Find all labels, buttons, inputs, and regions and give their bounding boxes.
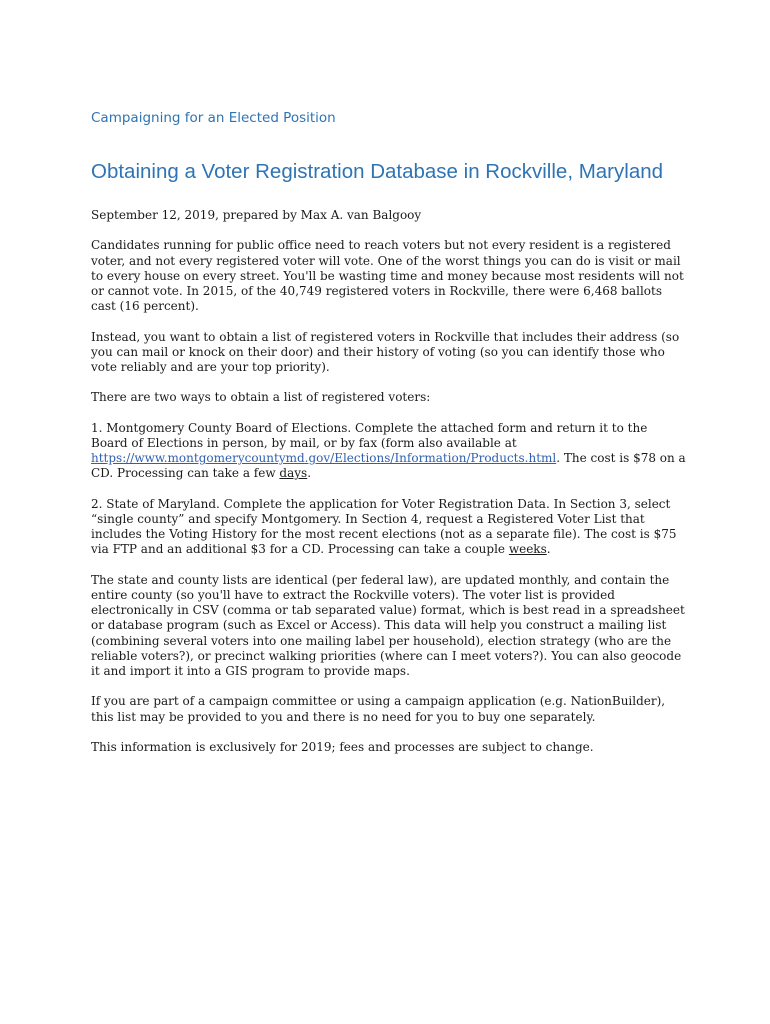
list-item-county (91, 421, 686, 482)
list-item-county-text: 1. Montgomery County Board of Elections. Complete the attached form and return it to the Board of Elections in person, by mail, or by fax (form also available at (91, 420, 648, 450)
paragraph-instead: Instead, you want to obtain a list of registered voters in Rockville that includes their address (so you can mail or knock on their door) and their history of voting (so you can identify those who vote reliably and are your top priority). (91, 329, 680, 374)
weeks-underlined: weeks (508, 542, 547, 557)
list-item-state (91, 497, 686, 558)
document-body (91, 208, 686, 770)
paragraph-lists: The state and county lists are identical (per federal law), are updated monthly, and contain the entire county (so you'll have to extract the Rockville voters). The voter list is provided electronically in CSV (comma or tab separated value) format, which is best read in a spreadsheet or database program (such as Excel or Access). This data will help you construct a mailing list (combining several voters into one mailing label per household), election strategy (who are the reliable voters?), or precinct walking priorities (where can I meet voters?). You can also geocode it and import it into a GIS program to provide maps. (91, 572, 685, 678)
list-item-county-end: . (307, 466, 312, 481)
days-underlined: days (279, 466, 308, 481)
list-item-county-cost: . The cost is $78 on a CD. Processing can take a few (91, 451, 686, 481)
paragraph-two-ways: There are two ways to obtain a list of registered voters: (91, 390, 431, 405)
paragraph-committee: If you are part of a campaign committee or using a campaign application (e.g. NationBuilder), this list may be provided to you and there is no need for you to buy one separately. (91, 694, 666, 724)
paragraph-disclaimer: This information is exclusively for 2019; fees and processes are subject to change. (91, 739, 594, 754)
document-title: Obtaining a Voter Registration Database in Rockville, Maryland (91, 160, 664, 183)
list-item-state-end: . (546, 542, 551, 557)
paragraph-intro: Candidates running for public office need to reach voters but not every resident is a registered voter, and not every registered voter will vote. One of the worst things you can do is visit or mail to every house on every street. You'll be wasting time and money because most residents will not or cannot vote. In 2015, of the 40,749 registered voters in Rockville, there were 6,468 ballots cast (16 percent). (91, 238, 684, 314)
document-subtitle: Campaigning for an Elected Position (91, 110, 336, 126)
list-item-state-text: 2. State of Maryland. Complete the application for Voter Registration Data. In Section 3, select “single county” and specify Montgomery. In Section 4, request a Registered Voter List that includes the Voting History for the most recent elections (not as a separate file). The cost is $75 via FTP and an additional $3 for a CD. Processing can take a couple (91, 496, 677, 557)
dateline: September 12, 2019, prepared by Max A. van Balgooy (91, 208, 422, 222)
elections-products-link[interactable]: https://www.montgomerycountymd.gov/Elections/Information/Products.html (91, 451, 557, 466)
